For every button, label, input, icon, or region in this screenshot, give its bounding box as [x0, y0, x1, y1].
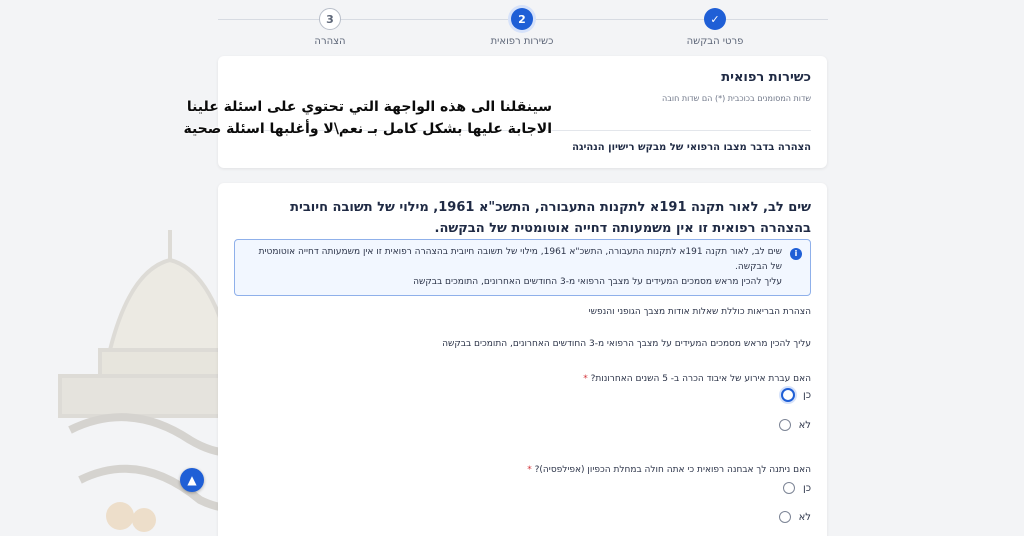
question-label	[527, 465, 811, 475]
chevron-up-icon: ▲	[187, 473, 197, 487]
scroll-to-top-button[interactable]	[180, 468, 204, 492]
radio-option-yes[interactable]	[783, 482, 811, 494]
step-medical-fitness[interactable]	[457, 8, 587, 47]
check-icon: ✓	[704, 8, 726, 30]
overlay-caption-line-1: سينقلنا الى هذه الواجهة التي تحتوي على اسئلة علينا	[186, 99, 552, 115]
radio-option-no[interactable]	[779, 419, 811, 431]
radio-button[interactable]	[779, 419, 791, 431]
notice-heading: שים לב, לאור תקנה 191א לתקנות התעבורה, התשכ"א 1961, מילוי של תשובה חיובית בהצהרה רפואית זו אין משמעותה דחייה אוטומטית של הבקשה.	[290, 200, 811, 236]
overlay-caption-line-2: الاجابة عليها بشكل كامل بـ نعم\لا وأغلبها اسئلة صحية	[183, 121, 552, 137]
step-label: פרטי הבקשה	[686, 36, 744, 47]
declaration-heading: הצהרה בדבר מצבו הרפואי של מבקש רישיון הנהיגה	[572, 142, 811, 153]
option-label: כן	[802, 389, 811, 401]
radio-button[interactable]	[783, 482, 795, 494]
question-label	[583, 374, 811, 384]
required-asterisk: *	[527, 465, 532, 475]
info-line-1: שים לב, לאור תקנה 191א לתקנות התעבורה, התשכ"א 1961, מילוי של תשובה חיובית בהצהרה רפואית זו אין משמעותה דחייה אוטומטית	[258, 247, 782, 257]
required-fields-note: שדות המסומנים בכוכבית (*) הם שדות חובה	[662, 94, 811, 103]
info-icon: i	[790, 248, 802, 260]
prepare-documents-text: עליך להכין מראש מסמכים המעידים על מצבך הרפואי מ-3 החודשים האחרונים, התומכים בבקשה	[442, 339, 811, 349]
step-declaration[interactable]	[265, 8, 395, 47]
radio-option-yes[interactable]	[781, 388, 811, 402]
radio-option-no[interactable]	[779, 511, 811, 523]
overlay-caption	[160, 96, 552, 140]
info-line-2: של הבקשה.	[735, 262, 782, 272]
step-request-details[interactable]	[650, 8, 780, 47]
info-alert	[234, 239, 811, 296]
step-number: 2	[511, 8, 533, 30]
question-text: האם עברת אירוע של איבוד הכרה ב- 5 השנים האחרונות?	[590, 374, 811, 384]
required-asterisk: *	[583, 374, 588, 384]
step-number: 3	[319, 8, 341, 30]
option-label: לא	[798, 511, 811, 523]
info-line-3: עליך להכין מראש מסמכים המעידים על מצבך הרפואי מ-3 החודשים האחרונים, התומכים בבקשה	[413, 277, 782, 287]
progress-stepper	[218, 6, 828, 52]
radio-button[interactable]	[779, 511, 791, 523]
medical-questions-card	[218, 183, 827, 536]
health-declaration-text: הצהרת הבריאות כוללת שאלות אודות מצבך הגופני והנפשי	[588, 307, 811, 317]
option-label: כן	[802, 482, 811, 494]
question-text: האם ניתנה לך אבחנה רפואית כי אתה חולה במחלת הכפיון (אפילפסיה)?	[534, 465, 811, 475]
step-label: הצהרה	[314, 36, 346, 47]
section-title: כשירות רפואית	[721, 70, 811, 85]
step-label: כשירות רפואית	[490, 36, 554, 47]
option-label: לא	[798, 419, 811, 431]
radio-button[interactable]	[781, 388, 795, 402]
